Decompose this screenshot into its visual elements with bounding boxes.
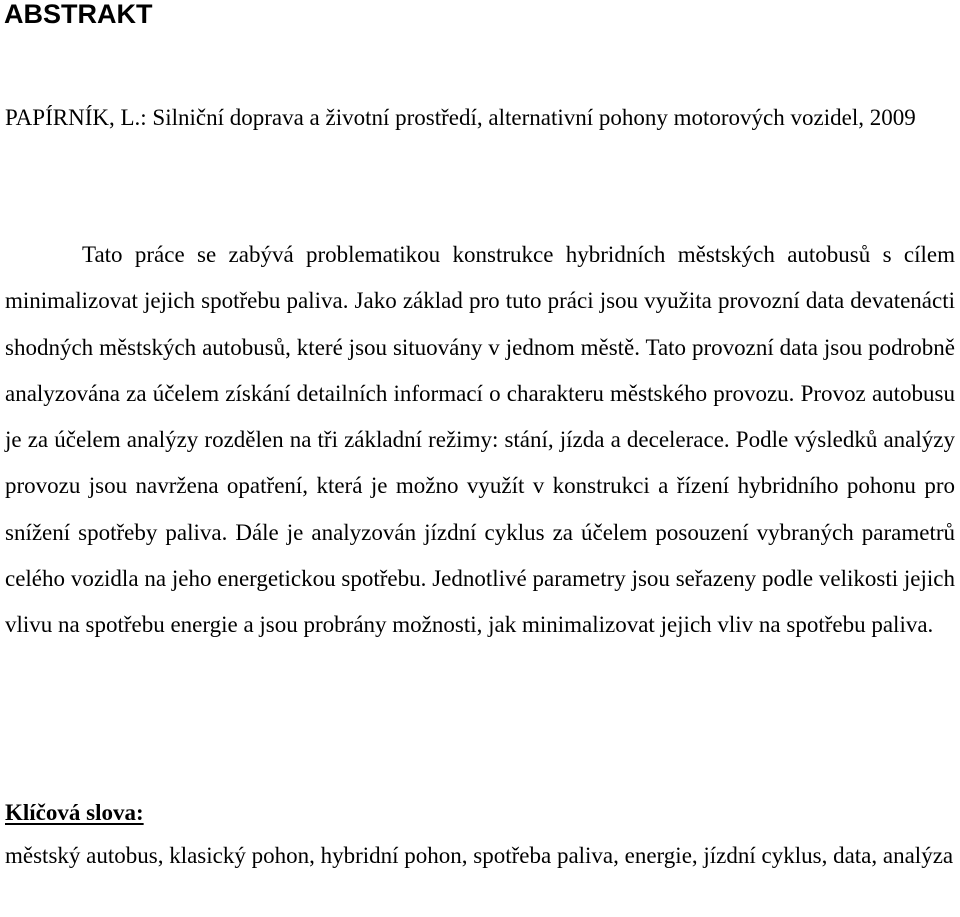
citation: PAPÍRNÍK, L.: Silniční doprava a životní prostředí, alternativní pohony motorových vozidel, 2009	[5, 105, 916, 130]
abstract-heading: ABSTRAKT	[4, 0, 153, 29]
abstract-paragraph: Tato práce se zabývá problematikou konstrukce hybridních městských autobusů s cílem minimalizovat jejich spotřebu paliva. Jako základ pro tuto práci jsou využita provozní data devatenácti shodných městských autobusů, které jsou situovány v jednom městě. Tato provozní data jsou podrobně analyzována za účelem získání detailních informací o charakteru městského provozu. Provoz autobusu je za účelem analýzy rozdělen na tři základní režimy: stání, jízda a decelerace. Podle výsledků analýzy provozu jsou navržena opatření, která je možno využít v konstrukci a řízení hybridního pohonu pro snížení spotřeby paliva. Dále je analyzován jízdní cyklus za účelem posouzení vybraných parametrů celého vozidla na jeho energetickou spotřebu. Jednotlivé parametry jsou seřazeny podle velikosti jejich vlivu na spotřebu energie a jsou probrány možnosti, jak minimalizovat jejich vliv na spotřebu paliva.	[5, 242, 955, 638]
keywords-heading: Klíčová slova:	[5, 800, 144, 825]
keywords-list: městský autobus, klasický pohon, hybridní pohon, spotřeba paliva, energie, jízdní cyklus, data, analýza	[5, 843, 954, 868]
